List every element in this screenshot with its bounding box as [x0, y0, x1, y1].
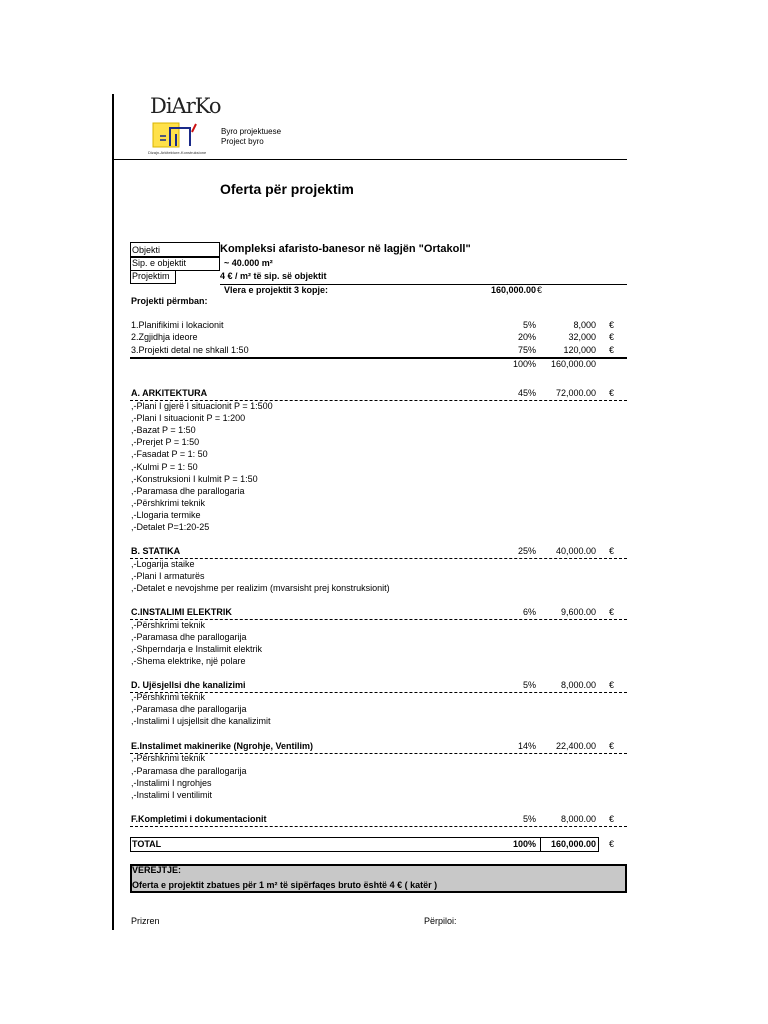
section-pct: 5% [522, 814, 536, 824]
vlera-label: Vlera e projektit 3 kopje: [224, 285, 329, 295]
section-title: B. STATIKA [131, 546, 181, 556]
total-pct: 100% [512, 839, 536, 849]
total-currency: € [609, 839, 615, 849]
company-logo [148, 92, 221, 158]
section-item: ,-Plani I gjerë I situacionit P = 1:500 [131, 401, 273, 411]
section-pct: 5% [522, 680, 536, 690]
section-item: ,-Përshkrimi teknik [131, 498, 206, 508]
section-item: ,-Instalimi I ngrohjes [131, 778, 212, 788]
sip-label: Sip. e objektit [132, 258, 187, 268]
section-item: ,-Detalet P=1:20-25 [131, 522, 210, 532]
phase-pct: 20% [517, 332, 536, 342]
phase-amount: 120,000 [563, 345, 596, 355]
total-amount: 160,000.00 [550, 839, 596, 849]
section-item: ,-Përshkrimi teknik [131, 753, 206, 763]
section-amount: 40,000.00 [555, 546, 596, 556]
section-rule [130, 826, 627, 827]
phases-total-amount: 160,000.00 [550, 359, 596, 369]
section-item: ,-Paramasa dhe parallogarija [131, 704, 247, 714]
section-pct: 6% [522, 607, 536, 617]
section-amount: 8,000.00 [560, 814, 596, 824]
phase-currency: € [609, 345, 615, 355]
section-currency: € [609, 546, 615, 556]
phase-currency: € [609, 320, 615, 330]
section-item: ,-Përshkrimi teknik [131, 692, 206, 702]
page-title: Oferta për projektim [220, 181, 354, 197]
section-title: D. Ujësjellsi dhe kanalizimi [131, 680, 246, 690]
phase-pct: 75% [517, 345, 536, 355]
section-item: ,-Bazat P = 1:50 [131, 425, 196, 435]
objekti-value: Kompleksi afaristo-banesor në lagjën "Ortakoll" [220, 243, 471, 255]
projektim-label: Projektim [132, 271, 170, 281]
vlera-value: 160,000.00 [490, 285, 536, 295]
section-title: C.INSTALIMI ELEKTRIK [131, 607, 232, 617]
total-label: TOTAL [132, 839, 162, 849]
section-pct: 45% [517, 388, 536, 398]
notes-label: VEREJTJE: [132, 865, 182, 875]
section-title: A. ARKITEKTURA [131, 388, 208, 398]
header-divider [112, 159, 627, 160]
section-item: ,-Fasadat P = 1: 50 [131, 449, 208, 459]
section-item: ,-Paramasa dhe parallogarija [131, 766, 247, 776]
header-line-1: Byro projektuese [221, 127, 282, 136]
section-amount: 72,000.00 [555, 388, 596, 398]
section-item: ,-Instalimi I ventilimit [131, 790, 213, 800]
vlera-currency: € [537, 285, 543, 295]
section-title: F.Kompletimi i dokumentacionit [131, 814, 267, 824]
projektim-value: 4 € / m² të sip. së objektit [220, 271, 327, 281]
logo-tagline: Dizajn-Arkitekture-Konstruksione [148, 150, 207, 155]
section-item: ,-Plani I situacionit P = 1:200 [131, 413, 246, 423]
footer-place: Prizren [131, 916, 160, 926]
section-item: ,-Konstruksioni I kulmit P = 1:50 [131, 474, 258, 484]
section-item: ,-Paramasa dhe parallogarija [131, 632, 247, 642]
phase-amount: 8,000 [573, 320, 596, 330]
phases-total-pct: 100% [512, 359, 536, 369]
section-currency: € [609, 680, 615, 690]
section-item: ,-Kulmi P = 1: 50 [131, 462, 198, 472]
section-amount: 22,400.00 [555, 741, 596, 751]
phase-label: 1.Planifikimi i lokacionit [131, 320, 224, 330]
section-item: ,-Përshkrimi teknik [131, 620, 206, 630]
section-item: ,-Shperndarja e Instalimit elektrik [131, 644, 263, 654]
permban-label: Projekti përmban: [131, 296, 208, 306]
section-item: ,-Prerjet P = 1:50 [131, 437, 200, 447]
sip-value: ~ 40.000 m² [224, 258, 273, 268]
logo-wordmark: DiArKo [150, 94, 221, 118]
phase-label: 3.Projekti detal ne shkall 1:50 [131, 345, 249, 355]
section-pct: 25% [517, 546, 536, 556]
section-currency: € [609, 741, 615, 751]
footer-prepared-by: Përpiloi: [424, 916, 457, 926]
phase-pct: 5% [522, 320, 536, 330]
logo-mark-icon [152, 122, 208, 150]
objekti-label: Objekti [132, 245, 161, 255]
header-line-2: Project byro [221, 137, 264, 146]
section-rule [130, 558, 627, 559]
section-currency: € [609, 814, 615, 824]
section-item: ,-Shema elektrike, një polare [131, 656, 246, 666]
phase-amount: 32,000 [568, 332, 596, 342]
phase-currency: € [609, 332, 615, 342]
section-item: ,-Instalimi I ujsjellsit dhe kanalizimit [131, 716, 271, 726]
phase-label: 2.Zgjidhja ideore [131, 332, 198, 342]
section-amount: 9,600.00 [560, 607, 596, 617]
section-item: ,-Detalet e nevojshme per realizim (mvarsisht prej konstruksionit) [131, 583, 390, 593]
notes-text: Oferta e projektit zbatues për 1 m² të sipërfaqes bruto është 4 € ( katër ) [132, 880, 438, 890]
section-pct: 14% [517, 741, 536, 751]
section-item: ,-Plani I armaturës [131, 571, 205, 581]
section-currency: € [609, 388, 615, 398]
section-currency: € [609, 607, 615, 617]
section-item: ,-Paramasa dhe parallogaria [131, 486, 245, 496]
section-item: ,-Logarija staike [131, 559, 195, 569]
left-margin-rule [112, 94, 114, 930]
section-item: ,-Llogaria termike [131, 510, 201, 520]
section-title: E.Instalimet makinerike (Ngrohje, Ventilim) [131, 741, 314, 751]
section-amount: 8,000.00 [560, 680, 596, 690]
